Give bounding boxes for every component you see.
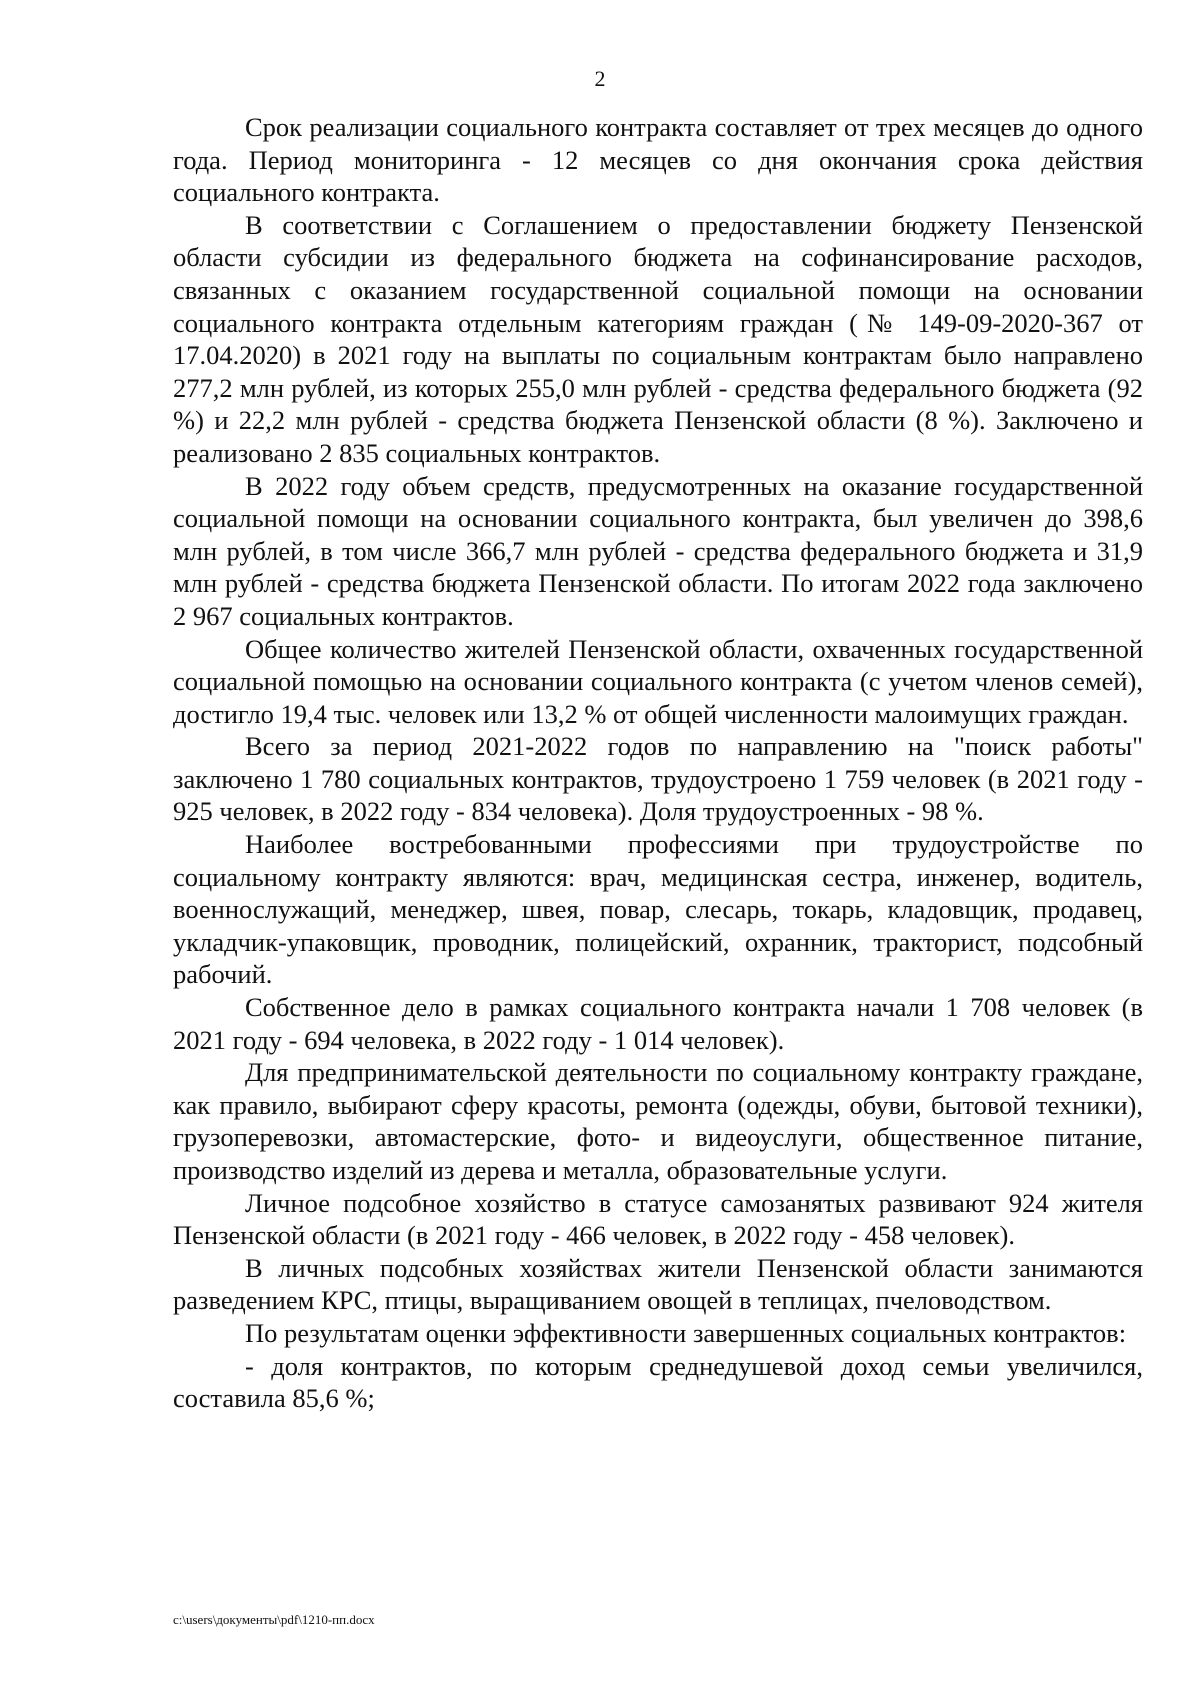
paragraph-own-business: Собственное дело в рамках социального контракта начали 1 708 человек (в 2021 году - 694 человека, в 2022 году - 1 014 человек).	[173, 992, 1143, 1055]
paragraph-contract-term: Срок реализации социального контракта составляет от трех месяцев до одного года. Период мониторинга - 12 месяцев со дня окончания срока действия социального контракта.	[173, 112, 1143, 208]
paragraph-funding-2021: В соответствии с Соглашением о предоставлении бюджету Пензенской области субсидии из федерального бюджета на софинансирование расходов, связанных с оказанием государственной социальной помощи на основании социального контракта отдельным категориям граждан (№ 149-09-2020-367 от 17.04.2020) в 2021 году на выплаты по социальным контрактам было направлено 277,2 млн рублей, из которых 255,0 млн рублей - средства федерального бюджета (92 %) и 22,2 млн рублей - средства бюджета Пензенской области (8 %). Заключено и реализовано 2 835 социальных контрактов.	[173, 209, 1143, 468]
footer-file-path: c:\users\документы\pdf\1210-пп.docx	[173, 1612, 375, 1627]
document-body	[173, 111, 1143, 1415]
paragraph-evaluation-intro: По результатам оценки эффективности завершенных социальных контрактов:	[245, 1317, 1127, 1348]
paragraph-funding-2022: В 2022 году объем средств, предусмотренных на оказание государственной социальной помощи на основании социального контракта, был увеличен до 398,6 млн рублей, в том числе 366,7 млн рублей - средства федерального бюджета и 31,9 млн рублей - средства бюджета Пензенской области. По итогам 2022 года заключено 2 967 социальных контрактов.	[173, 470, 1143, 631]
paragraph-household-farming: Личное подсобное хозяйство в статусе самозанятых развивают 924 жителя Пензенской области (в 2021 году - 466 человек, в 2022 году - 458 человек).	[173, 1187, 1143, 1251]
paragraph-professions: Наиболее востребованными профессиями при трудоустройстве по социальному контракту являются: врач, медицинская сестра, инженер, водитель, военнослужащий, менеджер, швея, повар, слесарь, токарь, кладовщик, продавец, укладчик-упаковщик, проводник, полицейский, охранник, тракторист, подсобный рабочий.	[173, 829, 1143, 990]
page-number: 2	[594, 66, 606, 91]
paragraph-income-growth: - доля контрактов, по которым среднедушевой доход семьи увеличился, составила 85,6 %;	[173, 1350, 1143, 1414]
paragraph-farming-activities: В личных подсобных хозяйствах жители Пензенской области занимаются разведением КРС, птицы, выращиванием овощей в теплицах, пчеловодством.	[173, 1252, 1143, 1316]
paragraph-coverage: Общее количество жителей Пензенской области, охваченных государственной социальной помощью на основании социального контракта (с учетом членов семей), достигло 19,4 тыс. человек или 13,2 % от общей численности малоимущих граждан.	[173, 633, 1143, 729]
paragraph-business-areas: Для предпринимательской деятельности по социальному контракту граждане, как правило, выбирают сферу красоты, ремонта (одежды, обуви, бытовой техники), грузоперевозки, автомастерские, фото- и видеоуслуги, общественное питание, производство изделий из дерева и металла, образовательные услуги.	[173, 1057, 1143, 1185]
paragraph-job-search: Всего за период 2021-2022 годов по направлению на "поиск работы" заключено 1 780 социальных контрактов, трудоустроено 1 759 человек (в 2021 году - 925 человек, в 2022 году - 834 человека). Доля трудоустроенных - 98 %.	[173, 731, 1143, 827]
